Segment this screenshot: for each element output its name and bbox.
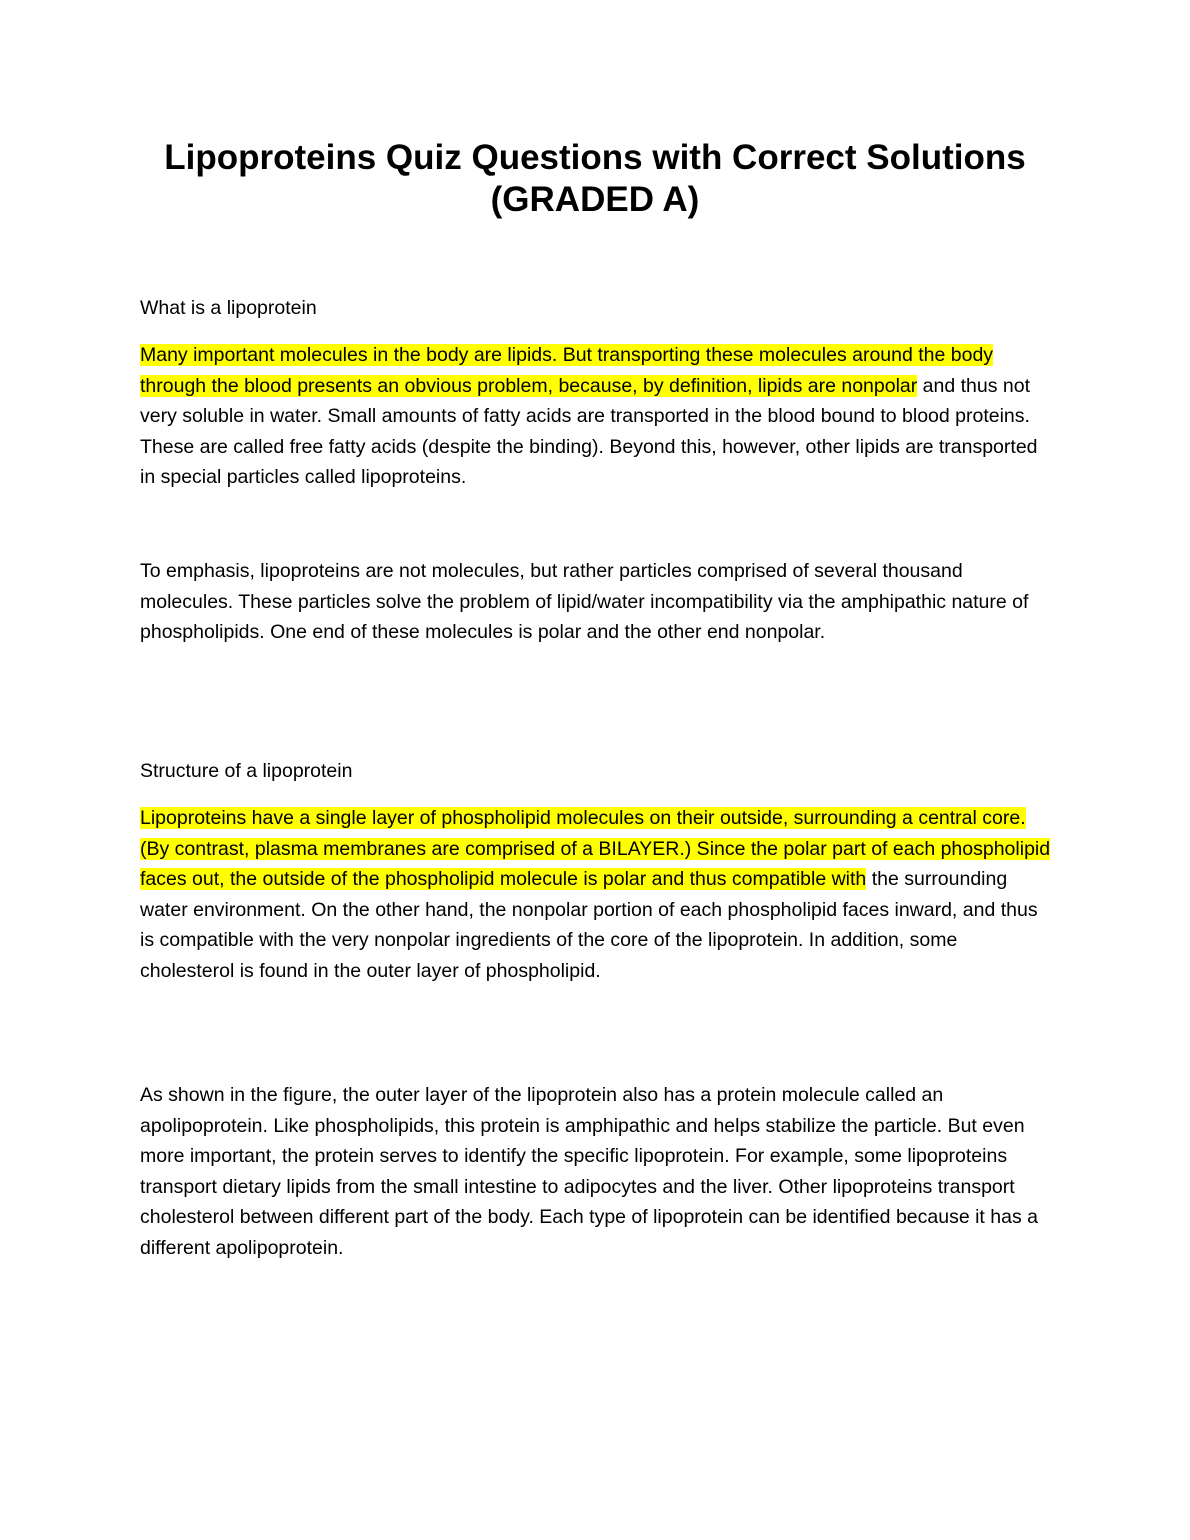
section-heading-what-is: What is a lipoprotein [140, 297, 317, 319]
section1-paragraph-1 [140, 340, 1055, 493]
paragraph-text: and thus not very soluble in water. Small amounts of fatty acids are transported in the blood bound to blood proteins. These are called free fatty acids (despite the binding). Beyond this, however, other lipids are transported in special particles called lipoproteins. [140, 374, 1038, 488]
highlighted-text: Many important molecules in the body are lipids. But transporting these molecules around the body through the blood presents an obvious problem, because, by definition, lipids are nonpolar [140, 344, 994, 397]
section1-paragraph-2: To emphasis, lipoproteins are not molecules, but rather particles comprised of several thousand molecules. These particles solve the problem of lipid/water incompatibility via the amphipathic nature of phospholipids. One end of these molecules is polar and the other end nonpolar. [140, 560, 1029, 643]
highlighted-text: Lipoproteins have a single layer of phospholipid molecules on their outside, surrounding a central core. (By contrast, plasma membranes are comprised of a BILAYER.) Since the polar part of each phospholipid faces out, the outside of the phospholipid molecule is polar and thus compatible with [140, 807, 1051, 890]
title-line-1: Lipoproteins Quiz Questions with Correct Solutions [164, 138, 1026, 177]
title-line-2: (GRADED A) [490, 180, 700, 219]
section2-paragraph-1 [140, 803, 1055, 986]
section-heading-structure: Structure of a lipoprotein [140, 760, 353, 782]
paragraph-text: the surrounding water environment. On the other hand, the nonpolar portion of each phospholipid faces inward, and thus is compatible with the very nonpolar ingredients of the core of the lipoprotein. In addition, some cholesterol is found in the outer layer of phospholipid. [140, 868, 1038, 982]
document-title [140, 137, 1050, 221]
section2-paragraph-2: As shown in the figure, the outer layer of the lipoprotein also has a protein molecule called an apolipoprotein. Like phospholipids, this protein is amphipathic and helps stabilize the particle. But even more important, the protein serves to identify the specific lipoprotein. For example, some lipoproteins transport dietary lipids from the small intestine to adipocytes and the liver. Other lipoproteins transport cholesterol between different part of the body. Each type of lipoprotein can be identified because it has a different apolipoprotein. [140, 1084, 1038, 1259]
